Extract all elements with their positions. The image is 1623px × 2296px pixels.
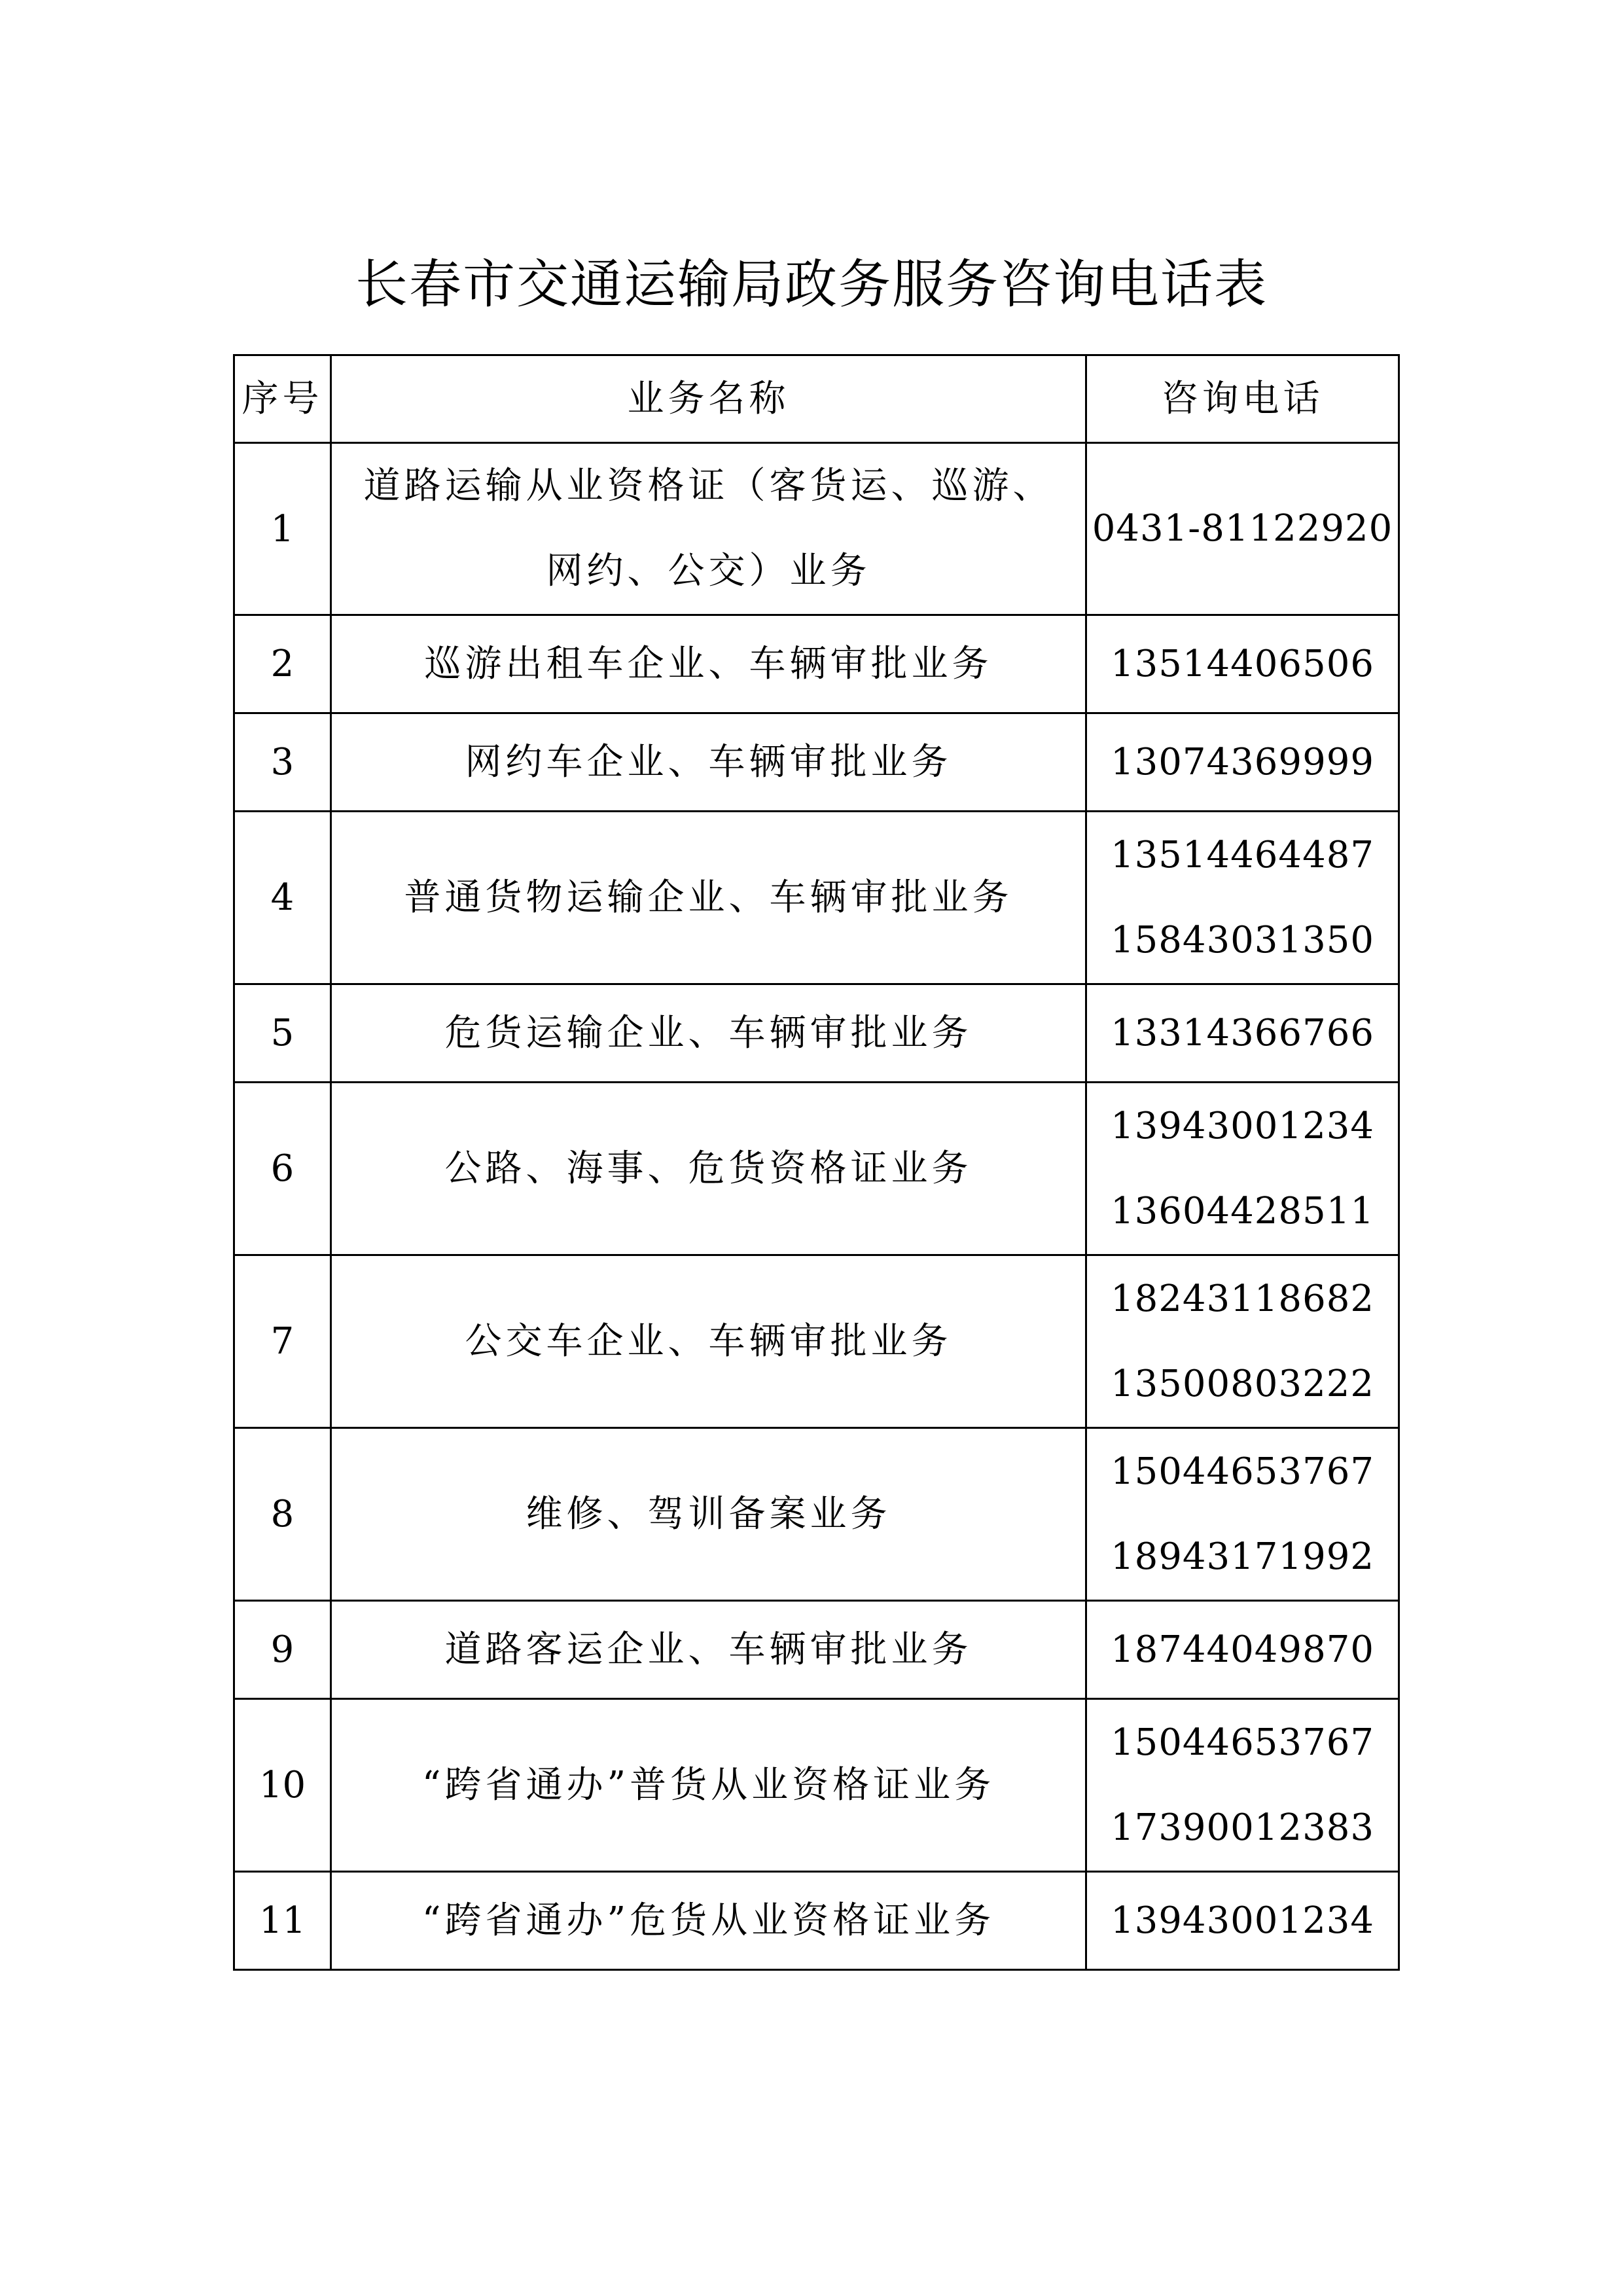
phone-number: 13314366766 (1111, 1011, 1374, 1054)
row-service-name (331, 1872, 1086, 1970)
row-service-name (331, 1083, 1086, 1255)
row-service-name (331, 812, 1086, 984)
service-name-line: 网约车企业、车辆审批业务 (465, 740, 952, 783)
phone-number: 18943171992 (1111, 1535, 1374, 1578)
row-seq: 4 (234, 812, 331, 984)
phone-number: 13943001234 (1111, 1899, 1374, 1942)
row-seq: 7 (234, 1255, 331, 1428)
row-phone (1086, 1872, 1399, 1970)
phone-number: 17390012383 (1111, 1806, 1374, 1849)
service-name-line: 网约、公交）业务 (546, 550, 871, 592)
row-seq: 5 (234, 984, 331, 1083)
phone-number: 13514406506 (1111, 642, 1374, 685)
table-row (234, 812, 1399, 984)
row-seq: 10 (234, 1699, 331, 1872)
service-name-line: 公交车企业、车辆审批业务 (465, 1319, 952, 1363)
service-name-line: 普通货物运输企业、车辆审批业务 (404, 876, 1013, 919)
row-service-name (331, 713, 1086, 812)
phone-number: 13604428511 (1111, 1189, 1374, 1232)
row-phone (1086, 1083, 1399, 1255)
table-row (234, 713, 1399, 812)
header-phone (1086, 355, 1399, 443)
row-service-name (331, 615, 1086, 713)
phone-number: 18744049870 (1111, 1628, 1374, 1671)
service-name-line: “跨省通办”普货从业资格证业务 (421, 1763, 995, 1806)
header-phone-label: 咨询电话 (1161, 377, 1324, 420)
phone-number: 18243118682 (1111, 1277, 1374, 1320)
service-name-line: 道路运输从业资格证（客货运、巡游、 (363, 465, 1054, 507)
table-row (234, 443, 1399, 615)
phone-number: 15044653767 (1111, 1721, 1374, 1764)
row-seq: 9 (234, 1601, 331, 1699)
row-seq: 11 (234, 1872, 331, 1970)
service-name-line: “跨省通办”危货从业资格证业务 (421, 1899, 995, 1942)
header-seq (234, 355, 331, 443)
row-phone (1086, 1428, 1399, 1601)
row-seq: 2 (234, 615, 331, 713)
row-service-name (331, 1699, 1086, 1872)
row-phone (1086, 443, 1399, 615)
phone-number: 15044653767 (1111, 1450, 1374, 1493)
table-row (234, 1699, 1399, 1872)
phone-number: 13514464487 (1111, 833, 1374, 876)
table-row (234, 1255, 1399, 1428)
row-phone (1086, 615, 1399, 713)
phone-number: 13943001234 (1111, 1104, 1374, 1147)
row-phone (1086, 1699, 1399, 1872)
row-phone (1086, 1601, 1399, 1699)
table-row (234, 1428, 1399, 1601)
row-phone (1086, 713, 1399, 812)
row-service-name (331, 1428, 1086, 1601)
phone-number: 0431-81122920 (1092, 507, 1393, 550)
row-phone (1086, 1255, 1399, 1428)
service-name-line: 巡游出租车企业、车辆审批业务 (424, 642, 993, 685)
phone-number: 13500803222 (1111, 1362, 1374, 1405)
table-row (234, 984, 1399, 1083)
table-row (234, 1872, 1399, 1970)
row-service-name (331, 1255, 1086, 1428)
service-name-line: 公路、海事、危货资格证业务 (444, 1147, 972, 1190)
row-service-name (331, 1601, 1086, 1699)
header-service-name-label: 业务名称 (627, 377, 790, 420)
table-row (234, 1083, 1399, 1255)
service-name-line: 维修、驾训备案业务 (526, 1492, 891, 1535)
row-service-name (331, 443, 1086, 615)
row-seq: 1 (234, 443, 331, 615)
table-header-row (234, 355, 1399, 443)
row-phone (1086, 984, 1399, 1083)
table-row (234, 615, 1399, 713)
consultation-phone-table (233, 354, 1400, 1971)
table-row (234, 1601, 1399, 1699)
header-seq-label: 序号 (241, 377, 323, 420)
service-name-line: 危货运输企业、车辆审批业务 (444, 1011, 972, 1054)
document-title: 长春市交通运输局政务服务咨询电话表 (355, 254, 1268, 315)
service-name-line: 道路客运企业、车辆审批业务 (444, 1628, 972, 1671)
row-seq: 3 (234, 713, 331, 812)
row-seq: 8 (234, 1428, 331, 1601)
row-phone (1086, 812, 1399, 984)
phone-number: 13074369999 (1111, 740, 1374, 783)
phone-number: 15843031350 (1111, 918, 1374, 961)
row-seq: 6 (234, 1083, 331, 1255)
row-service-name (331, 984, 1086, 1083)
header-service-name (331, 355, 1086, 443)
